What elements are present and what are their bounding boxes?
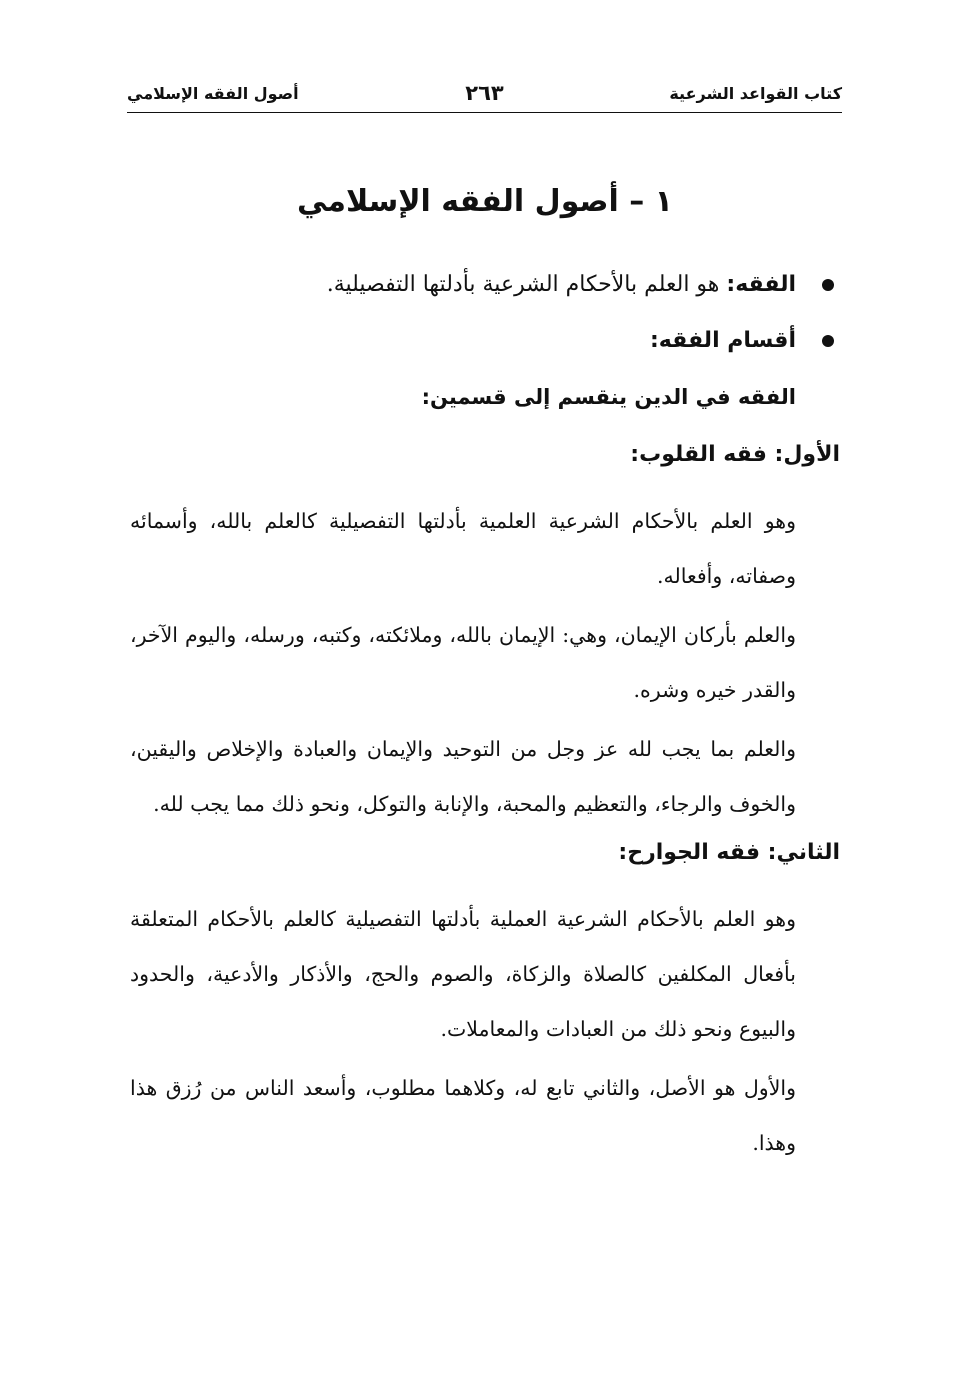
- second-division-heading: [130, 836, 840, 870]
- chapter-title: أصول الفقه الإسلامي: [127, 84, 299, 103]
- page-header: [127, 81, 842, 110]
- definition-term: الفقه:: [726, 272, 796, 297]
- second-title: فقه الجوارح:: [618, 840, 768, 865]
- bullet-icon: [822, 335, 834, 347]
- first-title: فقه القلوب:: [630, 442, 775, 467]
- divisions-intro: الفقه في الدين ينقسم إلى قسمين:: [421, 385, 796, 409]
- section-title: ١ – أصول الفقه الإسلامي: [297, 184, 673, 219]
- header-divider: [127, 112, 842, 113]
- paragraph: والعلم بما يجب لله عز وجل من التوحيد والإيمان والعبادة والإخلاص واليقين، والخوف والرجاء، والتعظيم والمحبة، والإنابة والتوكل، ونحو ذلك مما يجب لله.: [130, 737, 796, 816]
- page-body: [130, 176, 840, 1175]
- paragraph: وهو العلم بالأحكام الشرعية العلمية بأدلتها التفصيلية كالعلم بالله، وأسمائه وصفاته، وأفعاله.: [130, 509, 796, 588]
- definition-text: هو العلم بالأحكام الشرعية بأدلتها التفصيلية.: [326, 272, 727, 297]
- first-division-heading: [130, 438, 840, 472]
- paragraph: والعلم بأركان الإيمان، وهي: الإيمان بالله، وملائكته، وكتبه، ورسله، واليوم الآخر، والقدر خيره وشره.: [130, 623, 796, 702]
- bullet-icon: [822, 279, 834, 291]
- divisions-item: [130, 324, 840, 358]
- paragraph: وهو العلم بالأحكام الشرعية العملية بأدلتها التفصيلية كالعلم بالأحكام المتعلقة بأفعال المكلفين كالصلاة والزكاة، والصوم والحج، والأذكار والأدعية، والحدود والبيوع ونحو ذلك من العبادات والمعاملات.: [130, 907, 796, 1041]
- paragraph: والأول هو الأصل، والثاني تابع له، وكلاهما مطلوب، وأسعد الناس من رُزق هذا وهذا.: [130, 1076, 796, 1155]
- first-label: الأول:: [774, 442, 840, 467]
- definition-item: [130, 268, 840, 302]
- divisions-heading: أقسام الفقه:: [650, 328, 796, 353]
- page-number: ٢٦٣: [465, 81, 504, 105]
- second-label: الثاني:: [767, 840, 840, 865]
- book-title: كتاب القواعد الشرعية: [669, 84, 842, 103]
